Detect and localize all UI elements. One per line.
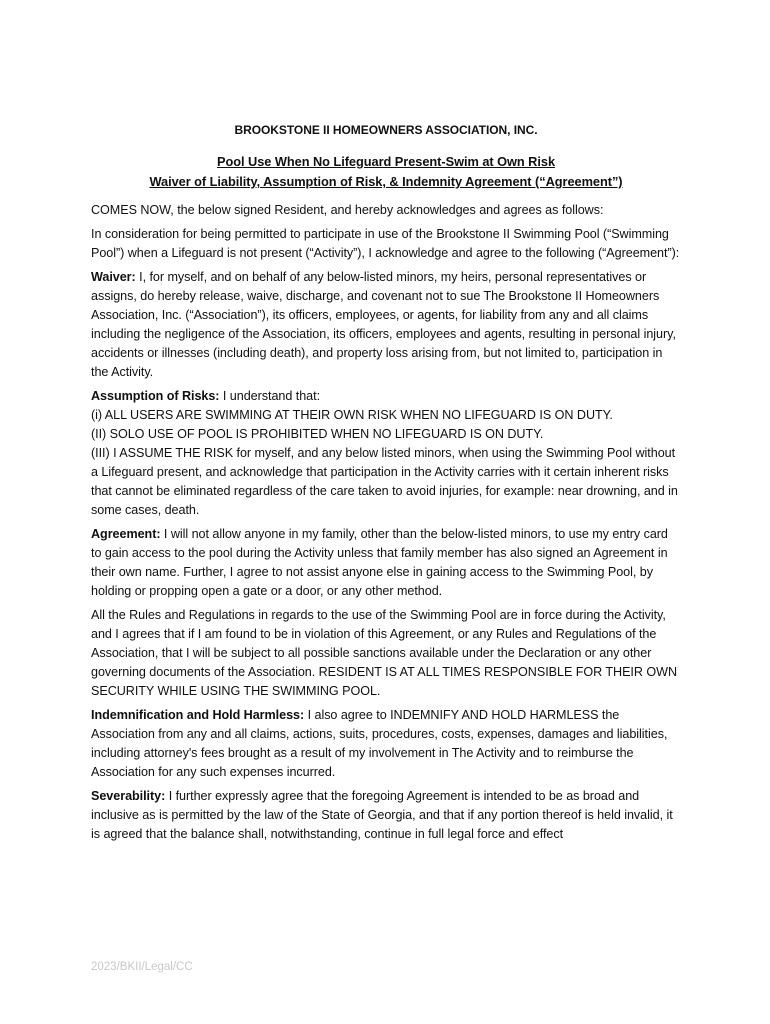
waiver-heading: Waiver:	[91, 270, 136, 284]
indemnification-text: I also agree to INDEMNIFY AND HOLD HARMLESS the Association from any and all claims, actions, suits, procedures, costs, expenses, damages and liabilities, including attorney's fees brought as a result of my involvement in The Activity and to reimburse the Association for any such expenses incurred.	[91, 708, 668, 779]
agreement-heading: Agreement:	[91, 527, 161, 541]
intro-paragraph: COMES NOW, the below signed Resident, and hereby acknowledges and agrees as follows:	[91, 203, 604, 217]
title-line-1: Pool Use When No Lifeguard Present-Swim at Own Risk	[216, 154, 556, 169]
assumption-item-1: (i) ALL USERS ARE SWIMMING AT THEIR OWN RISK WHEN NO LIFEGUARD IS ON DUTY.	[91, 408, 613, 422]
indemnification-heading: Indemnification and Hold Harmless:	[91, 708, 305, 722]
agreement-text: I will not allow anyone in my family, other than the below-listed minors, to use my entry card to gain access to the pool during the Activity unless that family member has also signed an Agreement in their own name. Further, I agree to not assist anyone else in gaining access to the Swimming Pool, by holding or propping open a gate or a door, or any other method.	[91, 527, 668, 598]
indemnification-paragraph	[91, 706, 681, 782]
assumption-text: I understand that:	[219, 389, 321, 403]
assumption-paragraph	[91, 387, 681, 406]
severability-heading: Severability:	[91, 789, 166, 803]
organization-heading: BROOKSTONE II HOMEOWNERS ASSOCIATION, INC.	[234, 123, 538, 137]
document-footer: 2023/BKII/Legal/CC	[91, 961, 193, 973]
assumption-heading: Assumption of Risks:	[91, 389, 220, 403]
severability-paragraph	[91, 787, 681, 844]
assumption-item-2: (II) SOLO USE OF POOL IS PROHIBITED WHEN NO LIFEGUARD IS ON DUTY.	[91, 427, 544, 441]
consideration-paragraph: In consideration for being permitted to participate in use of the Brookstone II Swimming Pool (“Swimming Pool”) when a Lifeguard is not present (“Activity”), I acknowledge and agree to the following (“Agreement”):	[91, 227, 680, 260]
agreement-title	[91, 152, 681, 192]
severability-text: I further expressly agree that the foregoing Agreement is intended to be as broad and inclusive as is permitted by the law of the State of Georgia, and that if any portion thereof is held invalid, it is agreed that the balance shall, notwithstanding, continue in full legal force and effect	[91, 789, 673, 841]
agreement-paragraph	[91, 525, 681, 601]
rules-paragraph: All the Rules and Regulations in regards to the use of the Swimming Pool are in force during the Activity, and I agrees that if I am found to be in violation of this Agreement, or any Rules and Regulations of the Association, that I will be subject to all possible sanctions available under the Declaration or any other governing documents of the Association. RESIDENT IS AT ALL TIMES RESPONSIBLE FOR THEIR OWN SECURITY WHILE USING THE SWIMMING POOL.	[91, 608, 678, 698]
waiver-paragraph	[91, 268, 681, 382]
title-line-2: Waiver of Liability, Assumption of Risk, & Indemnity Agreement (“Agreement”)	[149, 174, 623, 189]
assumption-item-3: (III) I ASSUME THE RISK for myself, and any below listed minors, when using the Swimming Pool without a Lifeguard present, and acknowledge that participation in the Activity carries with it certain inherent risks that cannot be eliminated regardless of the care taken to avoid injuries, for example: near drowning, and in some cases, death.	[91, 446, 678, 517]
waiver-text: I, for myself, and on behalf of any below-listed minors, my heirs, personal representatives or assigns, do hereby release, waive, discharge, and covenant not to sue The Brookstone II Homeowners Association, Inc. (“Association”), its officers, employees, or agents, for liability from any and all claims including the negligence of the Association, its officers, employees and agents, resulting in personal injury, accidents or illnesses (including death), and property loss arising from, but not limited to, participation in the Activity.	[91, 270, 676, 379]
document-body	[91, 122, 681, 849]
